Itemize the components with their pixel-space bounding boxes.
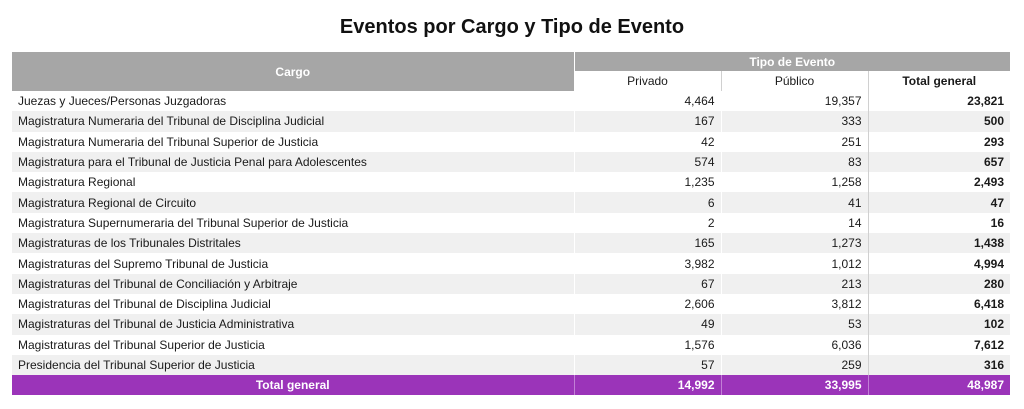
total-cell: 500	[868, 111, 1010, 131]
grand-total-row	[12, 375, 1010, 395]
publico-cell: 259	[721, 355, 868, 375]
publico-cell: 1,012	[721, 253, 868, 273]
cargo-cell: Magistratura para el Tribunal de Justicia Penal para Adolescentes	[12, 152, 574, 172]
publico-cell: 6,036	[721, 335, 868, 355]
table-row[interactable]	[12, 172, 1010, 192]
total-cell: 4,994	[868, 253, 1010, 273]
table-row[interactable]	[12, 152, 1010, 172]
cargo-cell: Magistraturas del Tribunal de Conciliación y Arbitraje	[12, 274, 574, 294]
cargo-cell: Magistraturas de los Tribunales Distritales	[12, 233, 574, 253]
total-cell: 47	[868, 192, 1010, 212]
table-row[interactable]	[12, 274, 1010, 294]
privado-cell: 67	[574, 274, 721, 294]
privado-cell: 2,606	[574, 294, 721, 314]
cargo-cell: Magistraturas del Tribunal de Justicia Administrativa	[12, 314, 574, 334]
privado-cell: 2	[574, 213, 721, 233]
privado-cell: 574	[574, 152, 721, 172]
total-cell: 2,493	[868, 172, 1010, 192]
pivot-table	[12, 52, 1010, 395]
grand-total-privado: 14,992	[574, 375, 721, 395]
cargo-cell: Magistratura Supernumeraria del Tribunal Superior de Justicia	[12, 213, 574, 233]
total-cell: 316	[868, 355, 1010, 375]
privado-cell: 1,235	[574, 172, 721, 192]
privado-cell: 6	[574, 192, 721, 212]
table-row[interactable]	[12, 314, 1010, 334]
chart-title: Eventos por Cargo y Tipo de Evento	[339, 16, 685, 38]
privado-cell: 165	[574, 233, 721, 253]
table-row[interactable]	[12, 253, 1010, 273]
total-cell: 6,418	[868, 294, 1010, 314]
table-row[interactable]	[12, 111, 1010, 131]
table-row[interactable]	[12, 233, 1010, 253]
total-column-header[interactable]: Total general	[868, 71, 1010, 91]
publico-cell: 213	[721, 274, 868, 294]
cargo-cell: Magistratura Numeraria del Tribunal Superior de Justicia	[12, 132, 574, 152]
table-row[interactable]	[12, 192, 1010, 212]
total-cell: 7,612	[868, 335, 1010, 355]
privado-cell: 42	[574, 132, 721, 152]
table-row[interactable]	[12, 213, 1010, 233]
cargo-column-header[interactable]: Cargo	[12, 52, 574, 91]
publico-cell: 19,357	[721, 91, 868, 111]
privado-cell: 4,464	[574, 91, 721, 111]
publico-cell: 83	[721, 152, 868, 172]
total-cell: 16	[868, 213, 1010, 233]
cargo-cell: Juezas y Jueces/Personas Juzgadoras	[12, 91, 574, 111]
table-body	[12, 91, 1010, 375]
cargo-cell: Magistraturas del Tribunal Superior de Justicia	[12, 335, 574, 355]
grand-total-publico: 33,995	[721, 375, 868, 395]
total-cell: 293	[868, 132, 1010, 152]
privado-cell: 57	[574, 355, 721, 375]
privado-cell: 167	[574, 111, 721, 131]
table-row[interactable]	[12, 355, 1010, 375]
cargo-cell: Magistratura Numeraria del Tribunal de Disciplina Judicial	[12, 111, 574, 131]
grand-total-label: Total general	[12, 375, 574, 395]
privado-cell: 49	[574, 314, 721, 334]
publico-cell: 53	[721, 314, 868, 334]
publico-cell: 1,273	[721, 233, 868, 253]
publico-cell: 41	[721, 192, 868, 212]
publico-cell: 333	[721, 111, 868, 131]
table-row[interactable]	[12, 294, 1010, 314]
publico-cell: 14	[721, 213, 868, 233]
table-row[interactable]	[12, 132, 1010, 152]
total-cell: 1,438	[868, 233, 1010, 253]
publico-cell: 1,258	[721, 172, 868, 192]
privado-cell: 1,576	[574, 335, 721, 355]
cargo-cell: Magistraturas del Tribunal de Disciplina Judicial	[12, 294, 574, 314]
cargo-cell: Magistratura Regional	[12, 172, 574, 192]
privado-cell: 3,982	[574, 253, 721, 273]
total-cell: 280	[868, 274, 1010, 294]
publico-cell: 3,812	[721, 294, 868, 314]
cargo-cell: Presidencia del Tribunal Superior de Justicia	[12, 355, 574, 375]
cargo-cell: Magistraturas del Supremo Tribunal de Justicia	[12, 253, 574, 273]
privado-column-header[interactable]: Privado	[574, 71, 721, 91]
cargo-cell: Magistratura Regional de Circuito	[12, 192, 574, 212]
table-row[interactable]	[12, 335, 1010, 355]
total-cell: 102	[868, 314, 1010, 334]
total-cell: 657	[868, 152, 1010, 172]
total-cell: 23,821	[868, 91, 1010, 111]
publico-cell: 251	[721, 132, 868, 152]
publico-column-header[interactable]: Público	[721, 71, 868, 91]
table-row[interactable]	[12, 91, 1010, 111]
tipo-evento-group-header[interactable]: Tipo de Evento	[574, 52, 1010, 71]
grand-total-total: 48,987	[868, 375, 1010, 395]
